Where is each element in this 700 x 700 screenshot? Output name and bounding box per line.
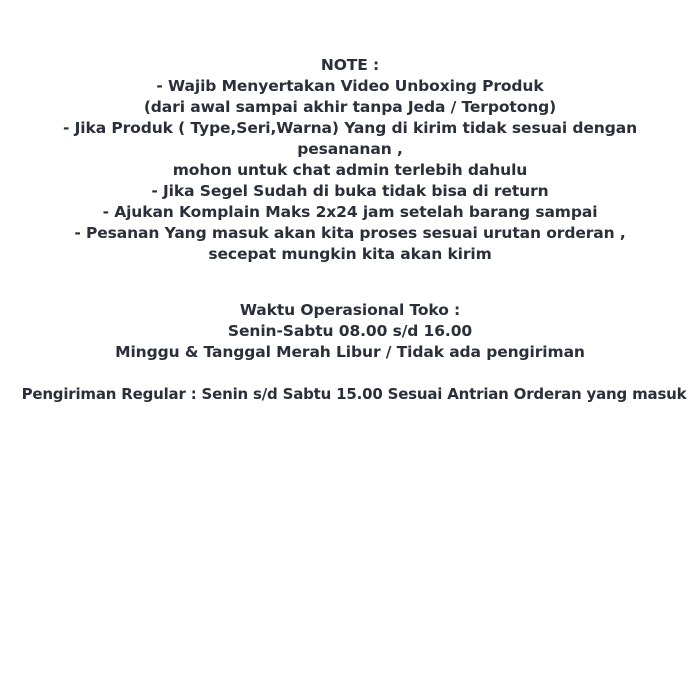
note-line-order-processing-cont: secepat mungkin kita akan kirim: [208, 245, 492, 263]
shipping-schedule: Pengiriman Regular : Senin s/d Sabtu 15.00 Sesuai Antrian Orderan yang masuk: [21, 385, 687, 403]
note-line-order-processing: - Pesanan Yang masuk akan kita proses sesuai urutan orderan ,: [74, 224, 626, 242]
hours-heading: Waktu Operasional Toko :: [239, 301, 461, 319]
hours-weekdays: Senin-Sabtu 08.00 s/d 16.00: [227, 322, 473, 340]
note-line-complaint-window: - Ajukan Komplain Maks 2x24 jam setelah barang sampai: [102, 203, 598, 221]
note-line-unboxing: - Wajib Menyertakan Video Unboxing Produk: [156, 77, 544, 95]
note-line-product-mismatch-cont: pesananan ,: [297, 140, 403, 158]
note-line-seal-return: - Jika Segel Sudah di buka tidak bisa di return: [151, 182, 549, 200]
note-line-unboxing-detail: (dari awal sampai akhir tanpa Jeda / Terpotong): [143, 98, 557, 116]
note-heading: NOTE :: [320, 56, 380, 74]
note-line-chat-admin: mohon untuk chat admin terlebih dahulu: [172, 161, 528, 179]
hours-holiday: Minggu & Tanggal Merah Libur / Tidak ada pengiriman: [115, 343, 585, 361]
note-line-product-mismatch: - Jika Produk ( Type,Seri,Warna) Yang di kirim tidak sesuai dengan: [62, 119, 637, 137]
